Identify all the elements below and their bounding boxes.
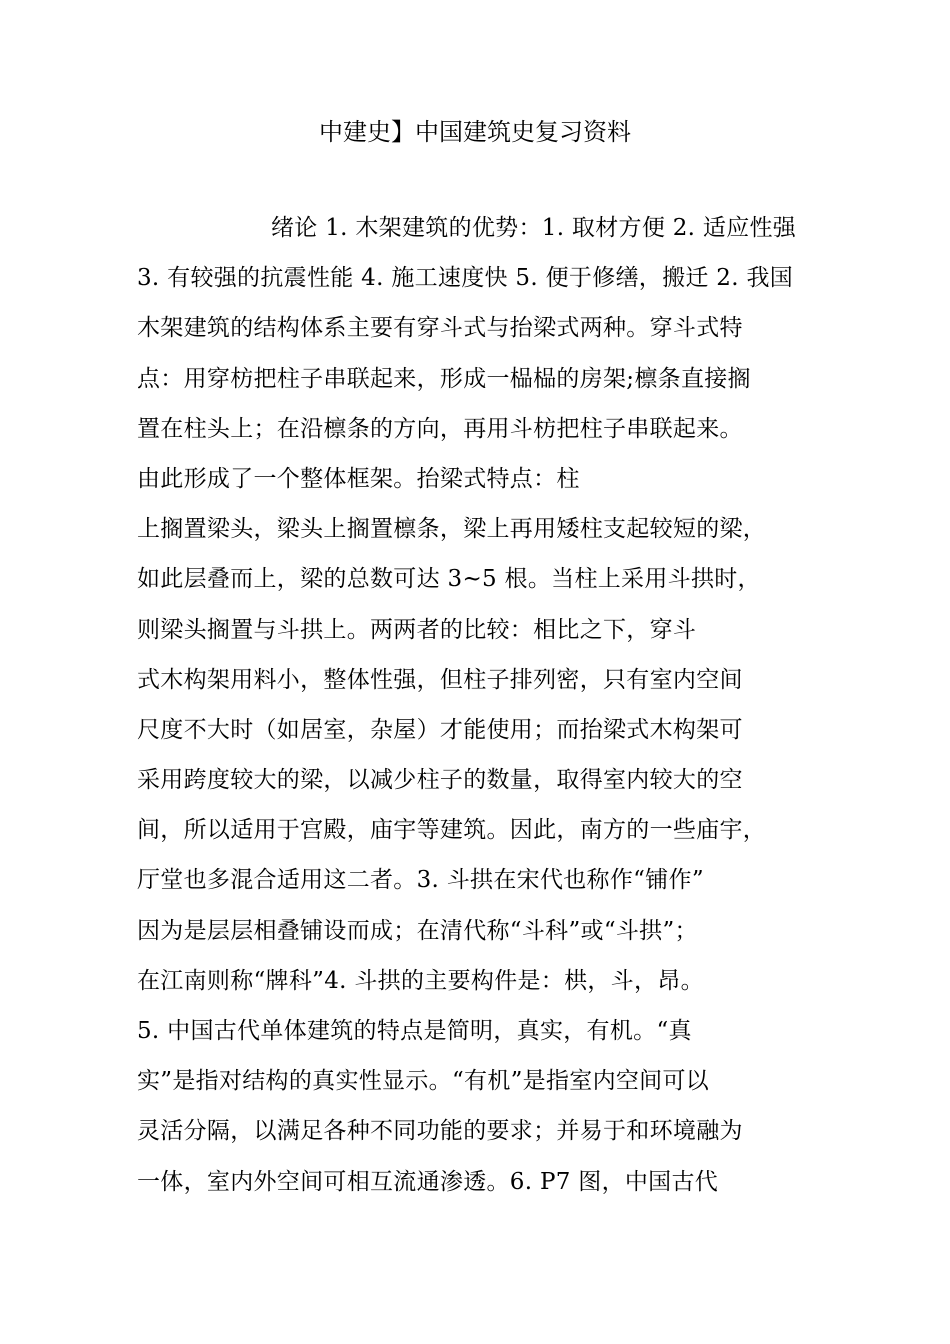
- paragraph-line: 则梁头搁置与斗拱上。两两者的比较：相比之下，穿斗: [137, 616, 697, 643]
- document-title: 中建史】中国建筑史复习资料: [319, 118, 631, 146]
- paragraph-line: 5. 中国古代单体建筑的特点是简明，真实，有机。“真: [137, 1018, 692, 1044]
- paragraph-line: 置在柱头上；在沿檩条的方向，再用斗枋把柱子串联起来。: [137, 415, 743, 442]
- paragraph-line: 如此层叠而上，梁的总数可达 3~5 根。当柱上采用斗拱时，: [137, 566, 761, 593]
- paragraph-line: 实”是指对结构的真实性显示。“有机”是指室内空间可以: [137, 1068, 710, 1095]
- paragraph-line: 采用跨度较大的梁，以减少柱子的数量，取得室内较大的空: [137, 767, 743, 794]
- paragraph-line: 3. 有较强的抗震性能 4. 施工速度快 5. 便于修缮，搬迁 2. 我国: [137, 265, 794, 292]
- paragraph-line: 由此形成了一个整体框架。抬梁式特点：柱: [137, 465, 580, 492]
- paragraph-line: 灵活分隔，以满足各种不同功能的要求；并易于和环境融为: [137, 1118, 743, 1145]
- paragraph-line: 间，所以适用于宫殿，庙宇等建筑。因此，南方的一些庙宇，: [137, 817, 767, 844]
- paragraph-line: 木架建筑的结构体系主要有穿斗式与抬梁式两种。穿斗式特: [137, 315, 743, 342]
- document-body: [137, 210, 837, 1214]
- paragraph-line: 绪论 1. 木架建筑的优势：1. 取材方便 2. 适应性强: [271, 215, 797, 241]
- paragraph-line: 一体，室内外空间可相互流通渗透。6. P7 图，中国古代: [137, 1168, 719, 1195]
- paragraph-line: 上搁置梁头，梁头上搁置檩条，梁上再用矮柱支起较短的梁，: [137, 516, 767, 543]
- paragraph-line: 尺度不大时（如居室，杂屋）才能使用；而抬梁式木构架可: [137, 716, 743, 743]
- paragraph-line: 因为是层层相叠铺设而成；在清代称“斗科”或“斗拱”；: [137, 917, 698, 944]
- paragraph-line: 在江南则称“牌科”4. 斗拱的主要构件是：栱，斗，昂。: [137, 967, 704, 994]
- paragraph-line: 厅堂也多混合适用这二者。3. 斗拱在宋代也称作“铺作”: [137, 867, 704, 894]
- paragraph-line: 点：用穿枋把柱子串联起来，形成一榀榀的房架;檩条直接搁: [137, 365, 751, 392]
- paragraph-line: 式木构架用料小，整体性强，但柱子排列密，只有室内空间: [137, 666, 743, 693]
